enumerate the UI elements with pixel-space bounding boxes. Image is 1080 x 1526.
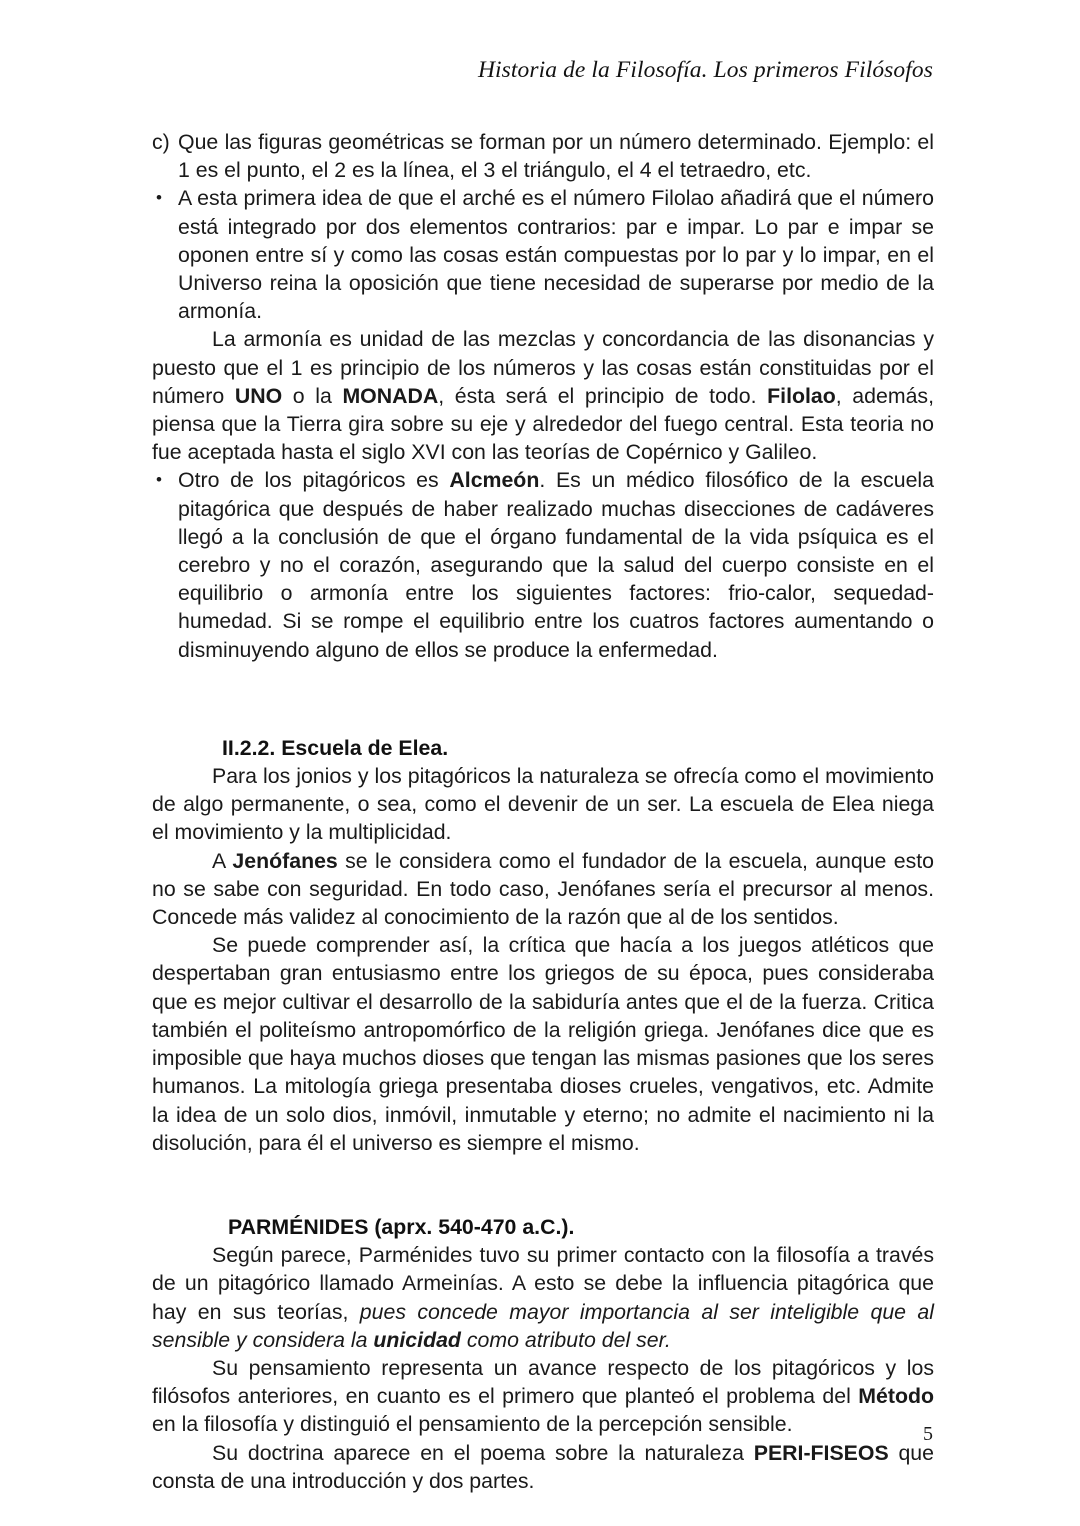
parmenides-seg-1: Según parece, Parménides tuvo su primer contacto con la filosofía a través de un pitagórico llamado Armeinías. A esto se debe la influencia pitagórica que hay en sus teorías, bbox=[152, 1243, 934, 1324]
jenofanes-bold-name: Jenófanes bbox=[232, 848, 338, 873]
armonia-bold-monada: MONADA bbox=[342, 383, 439, 408]
heading-parmenides: PARMÉNIDES (aprx. 540-470 a.C.). bbox=[228, 1214, 575, 1239]
paragraph-parmenides bbox=[152, 1241, 934, 1354]
list-item-c-text: Que las figuras geométricas se forman por un número determinado. Ejemplo: el 1 es el punto, el 2 es la línea, el 3 el triángulo, el 4 el tetraedro, etc. bbox=[178, 130, 934, 183]
document-body bbox=[152, 128, 934, 1495]
alcmeon-seg-1: Otro de los pitagóricos es bbox=[178, 468, 450, 493]
parmenides-italic-2: como atributo del ser. bbox=[460, 1327, 671, 1352]
page-number: 5 bbox=[923, 1423, 933, 1445]
list-marker-c: c) bbox=[152, 130, 170, 154]
list-item-c bbox=[152, 128, 934, 184]
paragraph-jonios: Para los jonios y los pitagóricos la naturaleza se ofrecía como el movimiento de algo permanente, o sea, como el devenir de un ser. La escuela de Elea niega el movimiento y la multiplicidad. bbox=[152, 764, 934, 845]
metodo-bold-metodo: Método bbox=[858, 1384, 934, 1409]
bullet-icon: • bbox=[156, 470, 162, 490]
armonia-seg-2: o la bbox=[282, 383, 343, 408]
paragraph-doctrina bbox=[152, 1439, 934, 1495]
armonia-bold-filolao: Filolao bbox=[767, 383, 836, 408]
paragraph-jenofanes bbox=[152, 847, 934, 932]
armonia-seg-1: La armonía es unidad de las mezclas y concordancia de las disonancias y puesto que el 1 es principio de los números y las cosas están constituidas por el número bbox=[152, 327, 934, 408]
jenofanes-seg-2: se le considera como el fundador de la escuela, aunque esto no se sabe con seguridad. En todo caso, Jenófanes sería el precursor al menos. Concede más validez al conocimiento de la razón que al de los sentidos. bbox=[152, 848, 934, 930]
armonia-seg-4: , además, piensa que la Tierra gira sobre su eje y alrededor del fuego central. Esta teoria no fue aceptada hasta el siglo XVI con las teorías de Copérnico y Galileo. bbox=[152, 383, 934, 465]
paragraph-juegos-atleticos: Se puede comprender así, la crítica que hacía a los juegos atléticos que despertaban gran entusiasmo entre los griegos de su época, pues consideraba que es mejor cultivar el desarrollo de la sabiduría antes que el de la fuerza. Critica también el politeísmo antropomórfico de la religión griega. Jenófanes dice que es imposible que haya muchos dioses que tengan las mismas pasiones que los seres humanos. La mitología griega presentaba dioses crueles, vengativos, etc. Admite la idea de un solo dios, inmóvil, inmutable y eterno; no admite el nacimiento ni la disolución, para él el universo es siempre el mismo. bbox=[152, 933, 934, 1155]
parmenides-italic-1: pues concede mayor importancia al ser inteligible que al sensible y considera la bbox=[152, 1299, 935, 1352]
heading-escuela-elea: II.2.2. Escuela de Elea. bbox=[222, 735, 449, 760]
metodo-seg-1: Su pensamiento representa un avance respecto de los pitagóricos y los filósofos anteriores, en cuanto es el primero que planteó el problema del bbox=[152, 1355, 934, 1409]
list-item-arche-text: A esta primera idea de que el arché es el número Filolao añadirá que el número está integrado por dos elementos contrarios: par e impar. Lo par e impar se oponen entre sí y como las cosas están compuestas por lo par y lo impar, en el Universo reina la oposición que tiene necesidad de superarse por medio de la armonía. bbox=[178, 186, 934, 324]
list-item-arche bbox=[152, 184, 934, 325]
metodo-seg-2: en la filosofía y distinguió el pensamiento de la percepción sensible. bbox=[152, 1412, 793, 1437]
parmenides-bolditalic-unicidad: unicidad bbox=[373, 1327, 461, 1352]
alcmeon-seg-2: . Es un médico filosófico de la escuela pitagórica que después de haber realizado muchas disecciones de cadáveres llegó a la conclusión de que el órgano fundamental de la vida psíquica es el cerebro y no el corazón, asegurando que la salud del cuerpo consiste en el equilibrio o armonía entre los siguientes factores: frio-calor, sequedad-humedad. Si se rompe el equilibrio entre los cuatros factores aumentando o disminuyendo alguno de ellos se produce la enfermedad. bbox=[178, 468, 934, 662]
section-spacer bbox=[152, 664, 934, 734]
doctrina-seg-2: que consta de una introducción y dos partes. bbox=[152, 1440, 934, 1493]
paragraph-armonia bbox=[152, 325, 934, 466]
doctrina-bold-perifiseos: PERI-FISEOS bbox=[753, 1440, 889, 1465]
armonia-bold-uno: UNO bbox=[234, 383, 283, 408]
running-header: Historia de la Filosofía. Los primeros Filósofos bbox=[477, 57, 933, 83]
list-item-alcmeon-text bbox=[178, 468, 934, 661]
list-item-alcmeon bbox=[152, 466, 934, 663]
jenofanes-seg-1: A bbox=[212, 848, 233, 873]
section-spacer bbox=[152, 1157, 934, 1213]
doctrina-seg-1: Su doctrina aparece en el poema sobre la naturaleza bbox=[212, 1440, 754, 1465]
alcmeon-bold-name: Alcmeón bbox=[449, 468, 540, 493]
bullet-icon: • bbox=[156, 188, 162, 208]
armonia-seg-3: , ésta será el principio de todo. bbox=[438, 383, 768, 408]
